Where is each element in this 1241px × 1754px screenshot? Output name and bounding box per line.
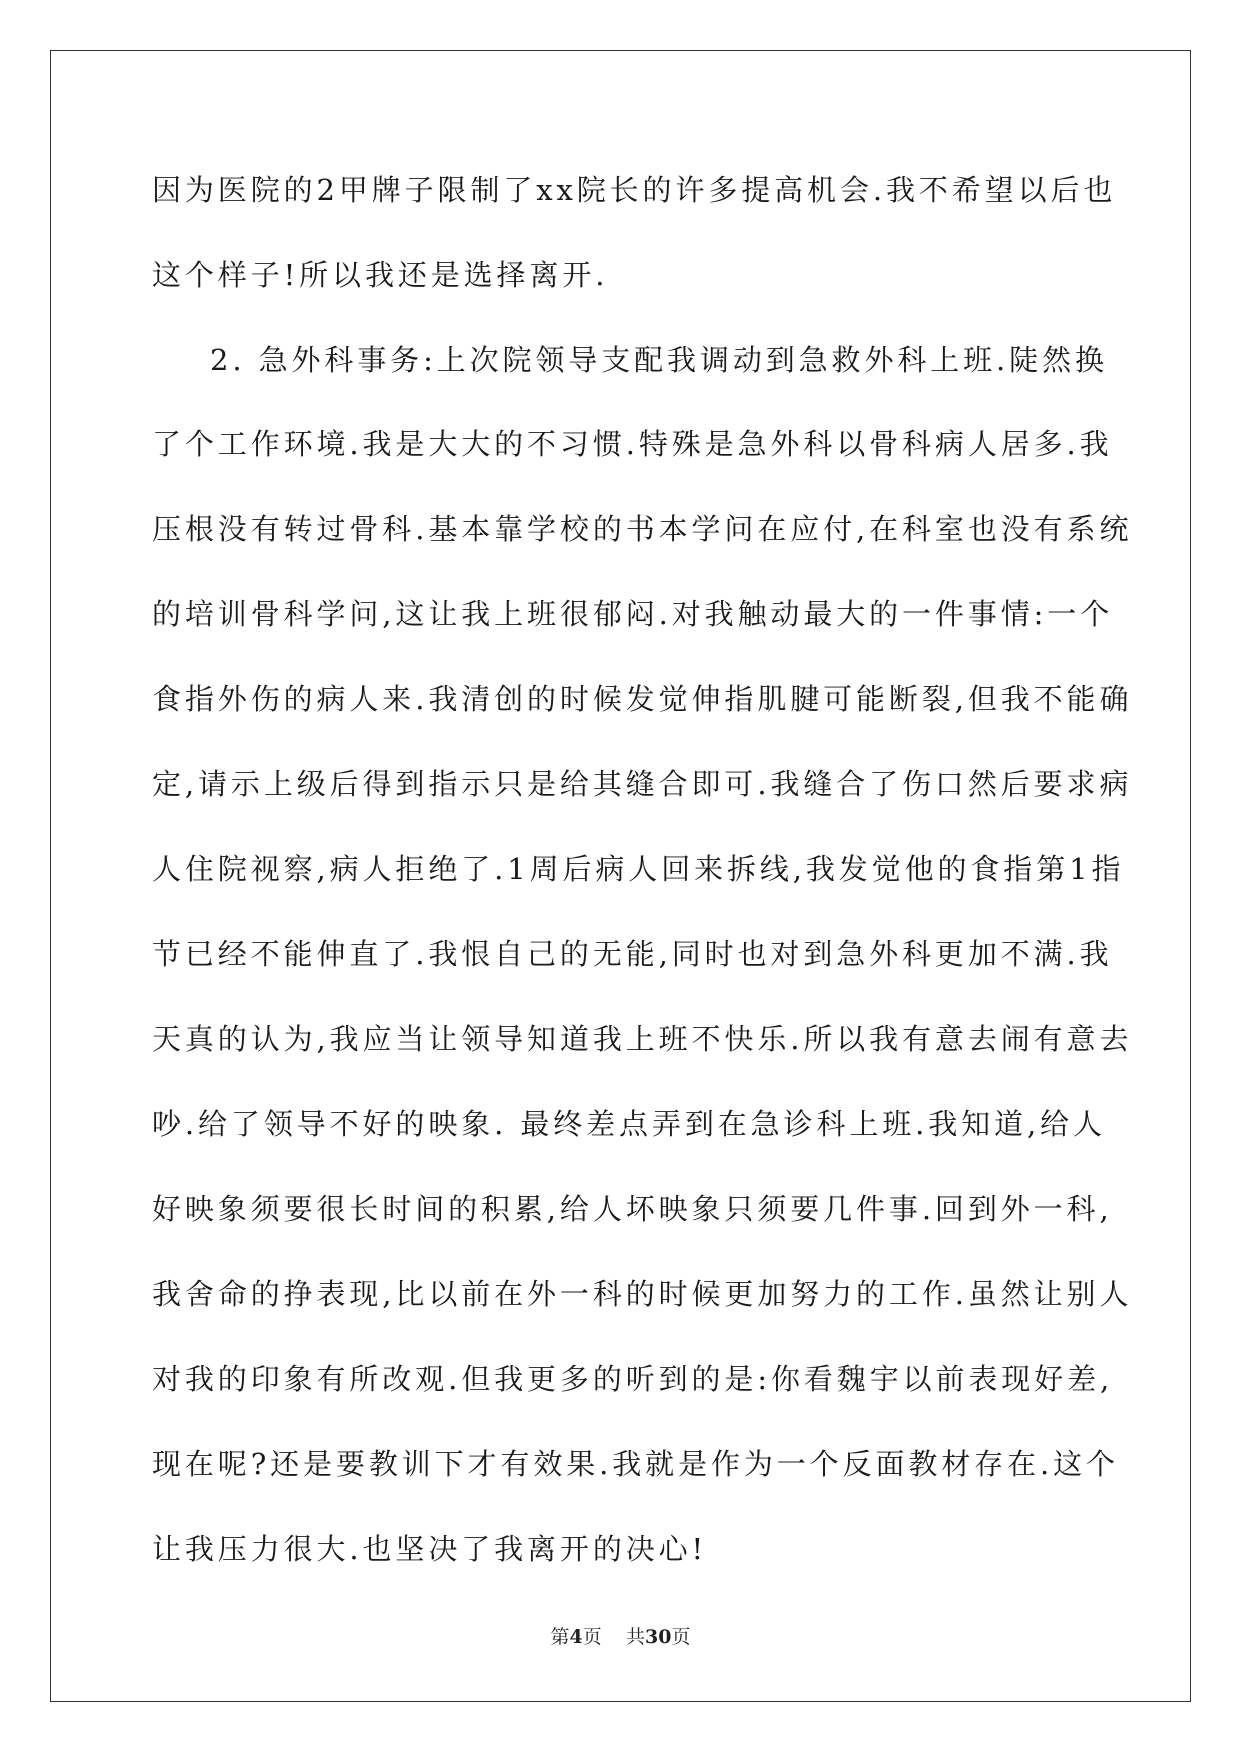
footer-total-suffix: 页 [671, 1626, 691, 1648]
current-page-number: 4 [569, 1626, 583, 1648]
footer-page-suffix: 页 [582, 1626, 602, 1648]
text-line: 的培训骨科学问,这让我上班很郁闷.对我触动最大的一件事情:一个 [152, 597, 1114, 631]
text-line: 好映象须要很长时间的积累,给人坏映象只须要几件事.回到外一科, [152, 1192, 1113, 1226]
total-page-count: 30 [644, 1626, 672, 1648]
text-line: 因为医院的2甲牌子限制了xx院长的许多提高机会.我不希望以后也 [152, 173, 1117, 207]
text-line: 人住院视察,病人拒绝了.1周后病人回来拆线,我发觉他的食指第1指 [152, 852, 1125, 886]
text-line: 对我的印象有所改观.但我更多的听到的是:你看魏宇以前表现好差, [152, 1362, 1114, 1396]
text-line: 定,请示上级后得到指示只是给其缝合即可.我缝合了伤口然后要求病 [152, 767, 1133, 801]
footer-total-prefix: 共 [625, 1626, 645, 1648]
text-line: 了个工作环境.我是大大的不习惯.特殊是急外科以骨科病人居多.我 [152, 427, 1113, 461]
text-line: 节已经不能伸直了.我恨自己的无能,同时也对到急外科更加不满.我 [152, 937, 1113, 971]
footer-prefix: 第 [550, 1626, 570, 1648]
text-line: 食指外伤的病人来.我清创的时候发觉伸指肌腱可能断裂,但我不能确 [152, 682, 1133, 716]
text-line: 吵.给了领导不好的映象. 最终差点弄到在急诊科上班.我知道,给人 [152, 1107, 1106, 1141]
text-line: 我舍命的挣表现,比以前在外一科的时候更加努力的工作.虽然让别人 [152, 1277, 1133, 1311]
text-line: 这个样子!所以我还是选择离开. [152, 258, 609, 292]
page-footer [0, 1622, 1241, 1649]
text-line: 让我压力很大.也坚决了我离开的决心! [152, 1532, 708, 1566]
text-line: 现在呢?还是要教训下才有效果.我就是作为一个反面教材存在.这个 [152, 1447, 1119, 1481]
text-line: 压根没有转过骨科.基本靠学校的书本学问在应付,在科室也没有系统 [152, 512, 1133, 546]
text-line: 天真的认为,我应当让领导知道我上班不快乐.所以我有意去闹有意去 [152, 1022, 1133, 1056]
text-line: 2. 急外科事务:上次院领导支配我调动到急救外科上班.陡然换 [210, 343, 1108, 377]
